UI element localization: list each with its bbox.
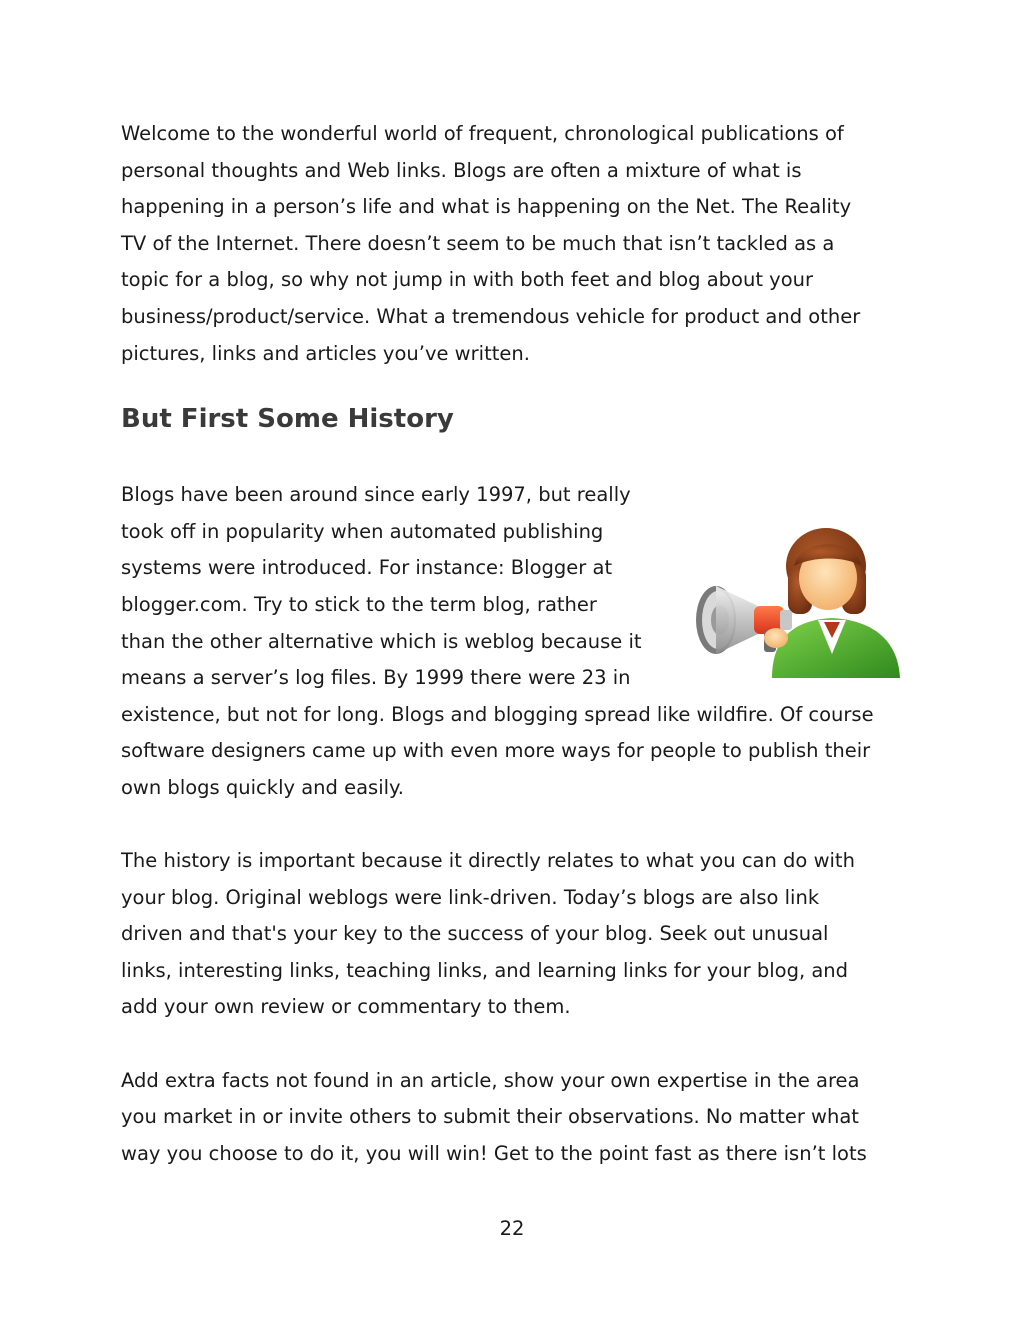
text-line: you market in or invite others to submit their observations. No matter what — [121, 1105, 859, 1129]
paragraph-gap — [121, 1026, 911, 1063]
text-line: Add extra facts not found in an article, show your own expertise in the area — [121, 1068, 860, 1092]
text-line: links, interesting links, teaching links, and learning links for your blog, and — [121, 958, 849, 982]
text-line: software designers came up with even more ways for people to publish their — [121, 739, 871, 763]
text-line: happening in a person’s life and what is happening on the Net. The Reality — [121, 195, 852, 219]
section-heading: But First Some History — [121, 404, 454, 435]
text-line: existence, but not for long. Blogs and blogging spread like wildfire. Of course — [121, 702, 874, 726]
text-line: took off in popularity when automated publishing — [121, 519, 604, 543]
text-line: means a server’s log files. By 1999 there were 23 in — [121, 666, 631, 690]
text-line: Blogs have been around since early 1997, but really — [121, 483, 631, 507]
importance-paragraph — [121, 843, 911, 1026]
page-number: 22 — [499, 1217, 525, 1240]
paragraph-gap — [121, 807, 911, 844]
text-line: pictures, links and articles you’ve written. — [121, 341, 530, 365]
text-line: business/product/service. What a tremendous vehicle for product and other — [121, 304, 861, 328]
text-line: TV of the Internet. There doesn’t seem to be much that isn’t tackled as a — [121, 231, 835, 255]
text-line: your blog. Original weblogs were link-driven. Today’s blogs are also link — [121, 885, 820, 909]
text-line: than the other alternative which is weblog because it — [121, 629, 642, 653]
text-line: add your own review or commentary to them. — [121, 995, 571, 1019]
text-line: personal thoughts and Web links. Blogs are often a mixture of what is — [121, 158, 802, 182]
text-line: topic for a blog, so why not jump in with both feet and blog about your — [121, 268, 814, 292]
text-line: way you choose to do it, you will win! Get to the point fast as there isn’t lots — [121, 1141, 867, 1165]
megaphone-person-icon — [694, 526, 902, 678]
text-line: systems were introduced. For instance: Blogger at — [121, 556, 613, 580]
text-line: own blogs quickly and easily. — [121, 775, 405, 799]
text-line: driven and that's your key to the success of your blog. Seek out unusual — [121, 922, 829, 946]
text-line: blogger.com. Try to stick to the term blog, rather — [121, 592, 597, 616]
facts-paragraph — [121, 1063, 911, 1173]
text-line: The history is important because it directly relates to what you can do with — [121, 849, 855, 873]
text-line: Welcome to the wonderful world of frequent, chronological publications of — [121, 122, 844, 145]
intro-paragraph — [121, 116, 911, 372]
